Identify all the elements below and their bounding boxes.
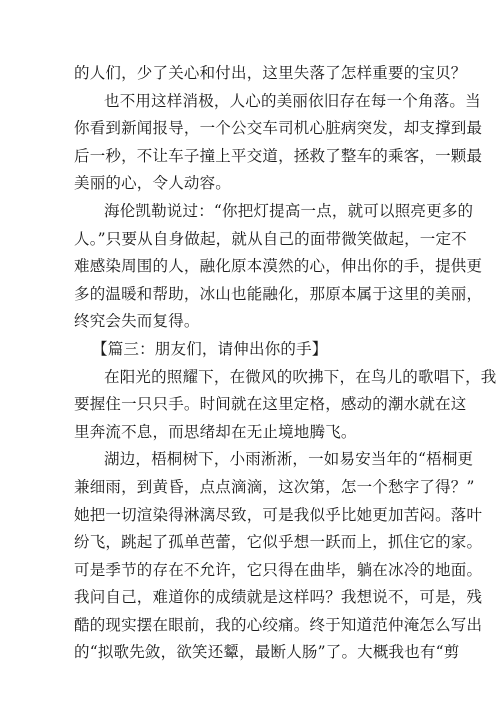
text-line-7: 人。”只要从自身做起，就从自己的面带微笑做起，一定不 [74, 229, 467, 248]
text-line-19: 可是季节的存在不允许，它只得在曲毕，躺在冰冷的地面。 [74, 560, 483, 579]
text-line-6: 海伦凯勒说过：“你把灯提高一点，就可以照亮更多的 [104, 201, 474, 220]
text-line-3: 你看到新闻报导，一个公交车司机心脏病突发，却支撑到最 [74, 119, 483, 138]
text-line-4: 后一秒，不让车子撞上平交道，拯救了整车的乘客，一颗最 [74, 146, 483, 165]
section-heading: 【篇三：朋友们，请伸出你的手】 [92, 339, 328, 358]
text-line-18: 纷飞，跳起了孤单芭蕾，它似乎想一跃而上，抓住它的家。 [74, 533, 483, 552]
text-line-21: 酷的现实摆在眼前，我的心绞痛。终于知道范仲淹怎么写出 [74, 615, 483, 634]
text-line-16: 兼细雨，到黄昏，点点滴滴，这次第，怎一个愁字了得？” [74, 477, 475, 496]
text-line-17: 她把一切渲染得淋漓尽致，可是我似乎比她更加苦闷。落叶 [74, 505, 483, 524]
text-line-22: 的“拟歌先敛，欲笑还颦，最断人肠”了。大概我也有“剪 [74, 643, 460, 662]
text-line-1: 的人们，少了关心和付出，这里失落了怎样重要的宝贝？ [74, 64, 467, 82]
text-line-20: 我问自己，难道你的成绩就是这样吗？我想说不，可是，残 [74, 588, 483, 607]
text-line-9: 多的温暖和帮助，冰山也能融化，那原本属于这里的美丽， [74, 284, 483, 303]
text-line-2: 也不用这样消极，人心的美丽依旧存在每一个角落。当 [104, 91, 481, 110]
text-line-8: 难感染周围的人，融化原本漠然的心，伸出你的手，提供更 [74, 257, 483, 276]
text-line-13: 要握住一只只手。时间就在这里定格，感动的潮水就在这 [74, 395, 467, 414]
text-line-10: 终究会失而复得。 [74, 312, 200, 331]
text-line-12: 在阳光的照耀下，在微风的吹拂下，在鸟儿的歌唱下，我 [104, 367, 497, 386]
text-line-5: 美丽的心，令人动容。 [74, 174, 232, 193]
text-line-14: 里奔流不息，而思绪却在无止境地腾飞。 [74, 422, 357, 441]
text-line-15: 湖边，梧桐树下，小雨淅淅，一如易安当年的“梧桐更 [104, 450, 474, 469]
